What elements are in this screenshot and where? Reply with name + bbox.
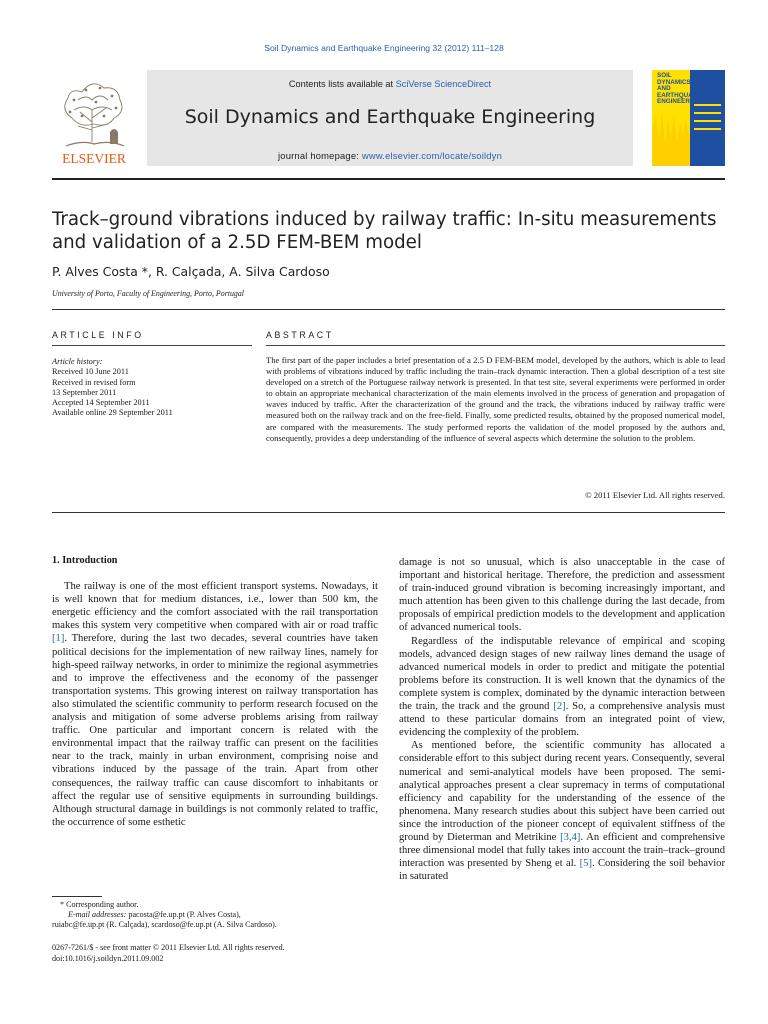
paragraph-text: As mentioned before, the scientific community has allocated a considerable effort to this subject during recent years. Consequently, several numerical and semi-analytical models have been proposed. The semi-analytical approaches present a clear supremacy in terms of computational efficiency and capability for the understanding of the essence of the phenomena. Many research studies about this subject have been carried out since the introduction of the pioneer concept of equivalent stiffness of the ground by Dieterman and Metrikine	[399, 740, 725, 843]
history-entry: Received 10 June 2011	[52, 367, 129, 377]
publisher-name: ELSEVIER	[62, 151, 126, 166]
right-column	[399, 556, 725, 883]
cover-title-line: AND	[657, 85, 671, 93]
paragraph-text: . Therefore, during the last two decades, several countries have taken political decisions for the implementation of new railway lines, namely for high-speed railway networks, in order to minimize the regional asymmetries and to improve the effectiveness and the economy of the passenger transportation systems. This growing interest on railway transportation has also stimulated the scientific community to perform research focused on the analysis and mitigation of some adverse problems arising from railway traffic. One particular and important concern is related with the environmental impact that the railway traffic can present on the facilities near to the track, mainly in urban environment, comprising noise and vibrations induced by the passage of the train. Apart from other consequences, the railway traffic can cause discomfort to inhabitants or affect the regular use of sensitive equipments in surrounding buildings. Although structural damage in buildings is not commonly related to traffic, the occurrence of some esthetic	[52, 633, 378, 828]
cover-title-line: ENGINEERING	[657, 98, 702, 106]
article-history	[52, 357, 252, 419]
author-list: P. Alves Costa *, R. Calçada, A. Silva Cardoso	[52, 264, 330, 279]
history-entry: Available online 29 September 2011	[52, 408, 173, 418]
article-title-line: and validation of a 2.5D FEM-BEM model	[52, 232, 422, 253]
journal-masthead	[52, 70, 725, 166]
contents-prefix: Contents lists available at	[288, 79, 396, 89]
footnote-emails[interactable]: ruiabc@fe.up.pt (R. Calçada), scardoso@fe.up.pt (A. Silva Cardoso).	[52, 920, 277, 929]
cover-title-line: SOIL	[657, 72, 672, 79]
contents-line	[147, 79, 633, 89]
info-rule	[52, 309, 725, 310]
citation-link[interactable]: [1]	[52, 633, 65, 645]
citation-link[interactable]: [3,4]	[560, 831, 581, 843]
citation-link[interactable]: [5]	[579, 858, 592, 870]
paragraph-text: . An efficient and comprehensive three dimensional model that fully takes into account the train–track–ground interaction was presented by Sheng et al.	[399, 831, 725, 870]
running-head[interactable]: Soil Dynamics and Earthquake Engineering 32 (2012) 111–128	[264, 43, 504, 53]
paragraph	[52, 580, 378, 829]
paragraph: damage is not so unusual, which is also unacceptable in the case of important and historical heritage. Therefore, the prediction and assessment of train-induced ground vibration is becoming increasingly important, and much attention has been given to this challenge during the last decade, from proposals of empirical prediction models to the development and application of advanced numerical tools.	[399, 557, 725, 634]
article-info-header: ARTICLE INFO	[52, 330, 144, 340]
history-entry: 13 September 2011	[52, 387, 117, 397]
journal-title: Soil Dynamics and Earthquake Engineering	[184, 106, 596, 128]
journal-cover	[652, 70, 725, 166]
abstract-copyright: © 2011 Elsevier Ltd. All rights reserved.	[585, 490, 725, 500]
abstract-rule	[266, 345, 725, 346]
elsevier-logo	[52, 70, 136, 166]
paragraph	[399, 635, 725, 740]
paragraph-text: . Considering the soil behavior in saturated	[399, 858, 726, 883]
article-title	[52, 208, 722, 254]
paragraph-text: . So, a comprehensive analysis must attend to these particular domains from an integrated point of view, evidencing the complexity of the problem.	[399, 701, 725, 739]
homepage-prefix: journal homepage:	[278, 150, 362, 161]
citation-link[interactable]: [2]	[553, 701, 566, 713]
elsevier-tree-icon	[52, 70, 136, 166]
article-title-line: Track–ground vibrations induced by railway traffic: In-situ measurements	[52, 209, 717, 230]
cover-title	[657, 73, 701, 106]
affiliation: University of Porto, Faculty of Engineering, Porto, Portugal	[52, 289, 244, 298]
history-entry: Received in revised form	[52, 377, 136, 387]
abstract-text: The first part of the paper includes a brief presentation of a 2.5 D FEM-BEM model, developed by the authors, which is able to lead with problems of vibrations induced by traffic including the train–track dynamic interaction. Then a global description of a test site developed on a stretch of the Portuguese railway network is presented. In that test site, several experiments were performed in order to obtain an appropriate mechanical characterization of the main elements involved in the process of generation and propagation of waves induced by traffic. After the characterization of the ground and the track, the vibrations induced by railway traffic were measured both on the railway track and on the free-field. Finally, some predicted results, obtained by the proposed numerical model, are compared with the measurements. The study performed reports the validation of the model proposed by the authors and, consequently, provides a deep understanding of the influence of several aspects which determine the solution to the problem.	[266, 355, 725, 443]
masthead-rule	[52, 178, 725, 180]
email-addresses[interactable]: pacosta@fe.up.pt (P. Alves Costa),	[126, 910, 241, 920]
issn-line: 0267-7261/$ - see front matter © 2011 Elsevier Ltd. All rights reserved.	[52, 943, 285, 952]
paragraph-text: The railway is one of the most efficient transport systems. Nowadays, it is well known that for medium distances, i.e., lower than 500 km, the energetic efficiency and the comfort associated with the rail transportation makes this system very competitive when compared with air or road traffic	[52, 581, 378, 632]
paragraph-text: Regardless of the indisputable relevance of empirical and scoping models, advanced design stages of new railway lines demand the usage of advanced numerical models in order to predict and mitigate the potential problems before its construction. It is well known that the dynamics of the complete system is complex, dominated by the dynamic interaction between the train, the track and the ground	[399, 635, 725, 713]
homepage-link[interactable]: www.elsevier.com/locate/soildyn	[361, 150, 502, 161]
homepage-line	[147, 150, 633, 161]
article-info-rule	[52, 345, 252, 346]
email-label: E-mail addresses:	[68, 910, 127, 920]
section-heading: 1. Introduction	[52, 555, 118, 566]
history-entry: Accepted 14 September 2011	[52, 398, 150, 408]
history-label: Article history:	[52, 357, 103, 366]
cover-title-line: DYNAMICS	[657, 78, 691, 86]
abstract-bottom-rule	[52, 512, 725, 513]
masthead-band	[147, 70, 633, 166]
sciencedirect-link[interactable]: SciVerse ScienceDirect	[395, 79, 492, 89]
corresponding-note: Corresponding author.	[64, 900, 139, 909]
abstract-header: ABSTRACT	[266, 330, 334, 340]
footnote-mark: *	[60, 900, 65, 909]
left-column	[52, 554, 378, 829]
paragraph	[399, 739, 725, 883]
cover-title-line: EARTHQUAKE	[657, 91, 702, 99]
footnote	[60, 900, 378, 920]
footnote-rule	[52, 896, 102, 897]
doi-line[interactable]: doi:10.1016/j.soildyn.2011.09.002	[52, 954, 164, 963]
